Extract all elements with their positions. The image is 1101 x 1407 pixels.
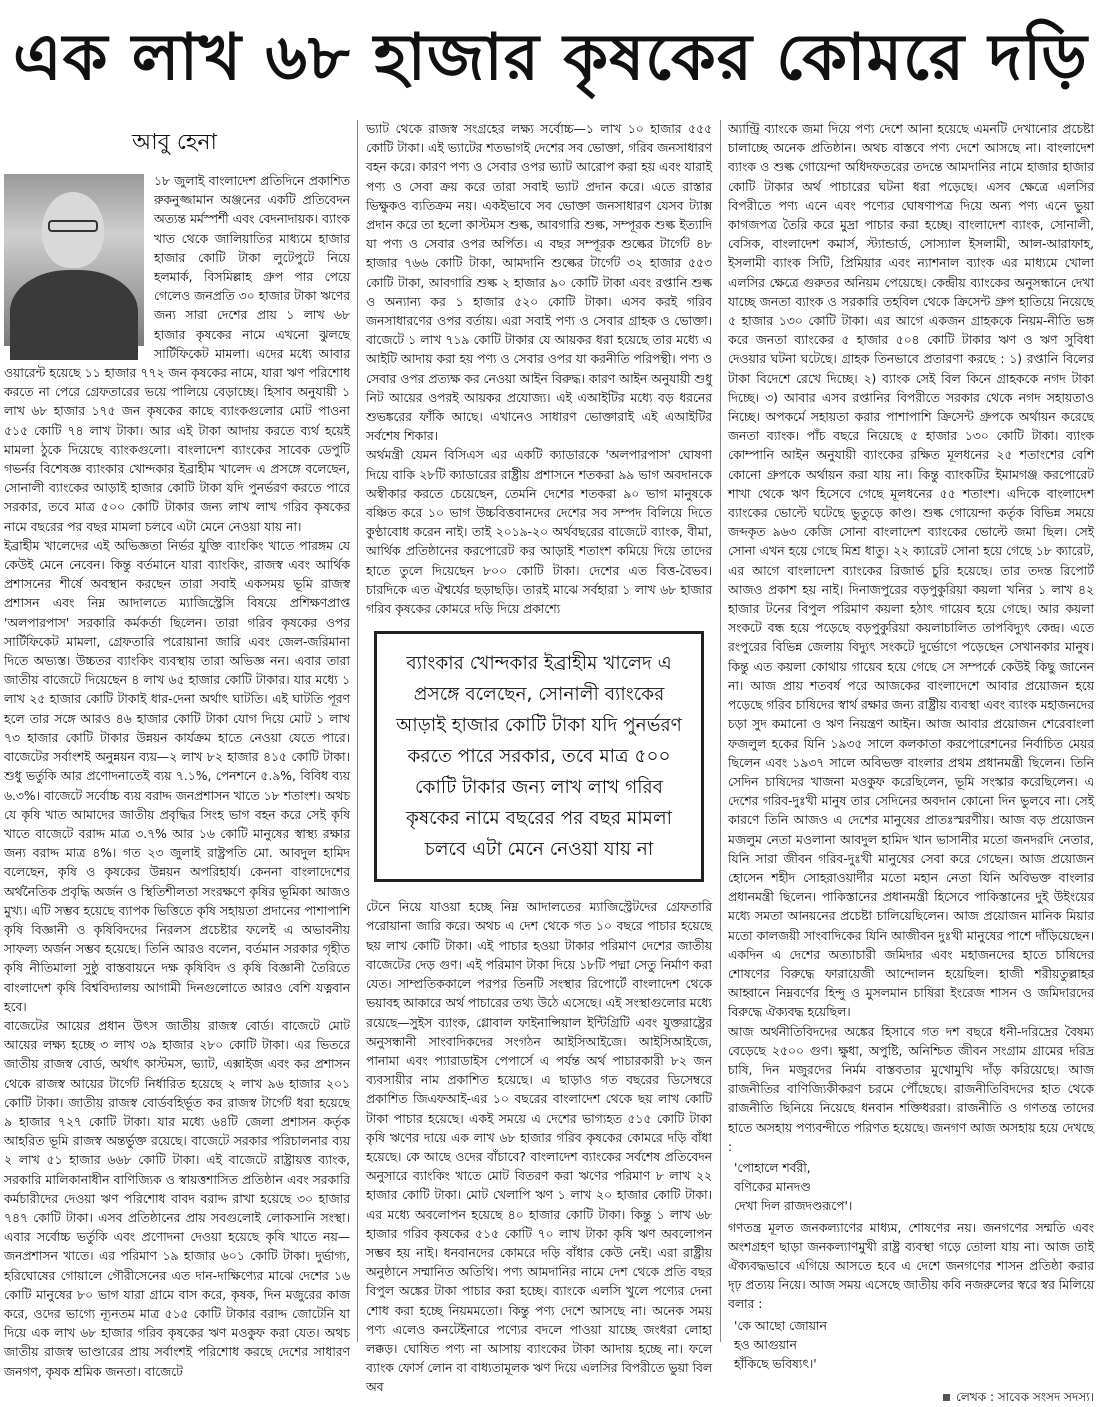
poem-line: বণিকের মানদণ্ড [734,1180,811,1195]
poem-quote-2 [734,1317,1094,1375]
paragraph: আজ অর্থনীতিবিদদের অঙ্কের হিসাবে গত দশ বছরে ধনী-দরিদ্রের বৈষম্য বেড়েছে ২৫০০ গুণ। ক্ষুধা, অপুষ্টি, অনিশ্চিত জীবন সংগ্রাম গ্রামের দরিদ্র চাষি, দিন মজুরদের নির্মম বাস্তবতার মুখোমুখি দাঁড় করিয়েছে। আজ রাজনীতির বাণিজ্যিকীকরণ চরমে পৌঁছেছে। রাজনীতিবিদদের হাত থেকে রাজনীতি ছিনিয়ে নিয়েছে ধনবান শক্তিধররা। রাজনীতি ও গণতন্ত্র তাদের হাতে অসহায় পণ্যবন্দীতে পরিণত হয়েছে। জনগণ আজ অসহায় হয়ে দেখছে : [728,1024,1094,1154]
paragraph: ১৮ জুলাই বাংলাদেশ প্রতিদিনে প্রকাশিত রুকনুজ্জামান অঞ্জনের একটি প্রতিবেদন অত্যন্ত মর্মস্পর্শী এবং বেদনাদায়ক। ব্যাংক খাত থেকে জালিয়াতির মাধ্যমে হাজার হাজার কোটি টাকা লুটেপুটে নিয়ে হলমার্ক, বিসমিল্লাহ গ্রুপ পার পেয়ে গেলেও জনপ্রতি ৩০ হাজার টাকা ঋণের জন্য সারা দেশের প্রায় ১ লাখ ৬৮ হাজার কৃষকের নামে এখনো ঝুলছে সার্টিফিকেট মামলা। এদের মধ্যে আবার ওয়ারেন্ট হয়েছে ১১ হাজার ৭৭২ জন কৃষকের নামে, যারা ঋণ পরিশোধ করতে না পেরে গ্রেফতারের ভয়ে পালিয়ে বেড়াচ্ছে। হিসাব অনুযায়ী ১ লাখ ৬৮ হাজার ১৭৫ জন কৃষকের কাছে ব্যাংকগুলোর মোট পাওনা ৫১৫ কোটি ৭৪ লাখ টাকা। আর এই টাকা আদায় করতে ব্যর্থ হয়েই মামলা ঠুকে দিয়েছে ব্যাংকগুলো। বাংলাদেশ ব্যাংকের সাবেক ডেপুটি গভর্নর বিশেষজ্ঞ ব্যাংকার খোন্দকার ইব্রাহীম খালেদ এ প্রসঙ্গে বলেছেন, সোনালী ব্যাংকের আড়াই হাজার কোটি টাকা যদি পুনর্ভরণ করতে পারে সরকার, তবে মাত্র ৫০০ কোটি টাকার জন্য লাখ লাখ গরিব কৃষকের নামে বছরের পর বছর মামলা চলবে এটা মেনে নেওয়া যায় না। [4,174,350,534]
poem-line: 'পোহালে শর্বরী, [734,1160,811,1175]
headline: এক লাখ ৬৮ হাজার কৃষকের কোমরে দড়ি [13,21,1088,95]
pull-quote: ব্যাংকার খোন্দকার ইব্রাহীম খালেদ এ প্রসঙ্গে বলেছেন, সোনালী ব্যাংকের আড়াই হাজার কোটি টাকা যদি পুনর্ভরণ করতে পারে সরকার, তবে মাত্র ৫০০ কোটি টাকার জন্য লাখ লাখ গরিব কৃষকের নামে বছরের পর বছর মামলা চলবে এটা মেনে নেওয়া যায় না [374,631,704,882]
poem-line: হাঁকিছে ভবিষ্যৎ।' [734,1357,817,1371]
paragraph: গণতন্ত্র মূলত জনকল্যাণের মাধ্যম, শোষণের নয়। জনগণের সম্মতি এবং অংশগ্রহণ ছাড়া জনকল্যাণমুখী রাষ্ট্র ব্যবস্থা গড়ে তোলা যায় না। আজ তাই ঐক্যবদ্ধভাবে এগিয়ে আসতে হবে এ দেশে জনগণের শাসন প্রতিষ্ঠা করার দৃঢ় প্রত্যয় নিয়ে। আজ সময় এসেছে জাতীয় কবি নজরুলের স্বরে স্বর মিলিয়ে বলার : [728,1220,1094,1312]
poem-line: হও আগুয়ান [734,1337,797,1352]
paragraph: টেনে নিয়ে যাওয়া হচ্ছে নিম্ন আদালতের ম্যাজিস্ট্রেটদের গ্রেফতারি পরোয়ানা জারি করে। অথচ এ দেশ থেকে গত ১০ বছরে পাচার হয়েছে ছয় লাখ কোটি টাকা। এই পাচার হওয়া টাকার পরিমাণ দেশের জাতীয় বাজেটের দেড় গুণ। এই পরিমাণ টাকা দিয়ে ১৮টি পদ্মা সেতু নির্মাণ করা যেত। সাম্প্রতিককালে পরপর তিনটি সংস্থার রিপোর্টে বাংলাদেশ থেকে ভয়াবহ আকারে অর্থ পাচারের তথ্য উঠে এসেছে। এই সংস্থাগুলোর মধ্যে রয়েছে—সুইস ব্যাংক, গ্লোবাল ফাইনান্সিয়াল ইন্টিগ্রিটি এবং যুক্তরাষ্ট্রের অনুসন্ধানী সাংবাদিকদের সংগঠন আইসিআইজে। আইসিআইজে, পানামা এবং প্যারাডাইস পেপার্সে এ পর্যন্ত অর্থ পাচারকারী ৮২ জন ব্যবসায়ীর নাম প্রকাশিত হয়েছে। এ ছাড়াও গত বছরের ডিসেম্বরে প্রকাশিত জিএফআই-এর ১০ বছরের বাংলাদেশ থেকে ছয় লাখ কোটি টাকা পাচার হয়েছে। একই সময়ে এ দেশের ভাগ্যহত ৫১৫ কোটি টাকা কৃষি ঋণের দায়ে এক লাখ ৬৮ হাজার গরিব কৃষকের কোমরে দড়ি বাঁধা হয়েছে। কে আছে ওদের বাঁচাবে? বাংলাদেশ ব্যাংকের সর্বশেষ প্রতিবেদন অনুসারে ব্যাংকিং খাতে মোট বিতরণ করা ঋণের পরিমাণ ৮ লাখ ২২ হাজার কোটি টাকা। মোট খেলাপি ঋণ ১ লাখ ২০ হাজার কোটি টাকা। এর মধ্যে অবলোপন হয়েছে ৪০ হাজার কোটি টাকা। কিন্তু ১ লাখ ৬৮ হাজার গরিব কৃষকের ৫১৫ কোটি ৭০ লাখ টাকা কৃষি ঋণ অবলোপন সম্ভব হয় নাই। ধনবানদের কোমরে দড়ি বাঁধার কেউ নেই। এরা রাষ্ট্রীয় অনুষ্ঠানে সম্মানিত অতিথি। পণ্য আমদানির নামে দেশ থেকে প্রতি বছর বিপুল অঙ্কের টাকা পাচার করা হচ্ছে। ব্যাংকে এলসি খুলে পণ্যের দেনা শোধ করা হচ্ছে নিয়মমতো। কিন্তু পণ্য দেশে আসছে না। অনেক সময় পণ্য এলেও কনটেইনারে পণ্যের বদলে পাওয়া যাচ্ছে জংধরা লোহা লক্কড়। ঘোষিত পণ্য না আসায় ব্যাংকের টাকা আদায় হচ্ছে না। ফলে ব্যাংক ফোর্স লোন বা বাধ্যতামূলক ঋণ দিয়ে এলসির বিপরীতে ভুয়া বিল অব [366,900,712,1395]
column-1 [4,120,350,1379]
poem-quote-1 [734,1159,1094,1217]
paragraph: অর্থমন্ত্রী যেমন বিসিএস এর একটি ক্যাডারকে 'অলপারপাস' ঘোষণা দিয়ে বাকি ২৮টি ক্যাডারের রাষ্ট্রীয় প্রশাসনে শতকরা ৯৯ ভাগ অবদানকে অস্বীকার করতে চেয়েছেন, তেমনি দেশের শতকরা ৯০ ভাগ মানুষকে বঞ্চিত করে ১০ ভাগ উচ্চবিত্তবানদের দেশের সব সম্পদ বিলিয়ে দিতে কুণ্ঠাবোধ করেন নাই। তাই ২০১৯-২০ অর্থবছরের বাজেটে ব্যাংক, বীমা, আর্থিক প্রতিষ্ঠানের করপোরেট কর আড়াই শতাংশ কমিয়ে দিয়ে তাদের হাতে তুলে দিয়েছেন ৮০০ কোটি টাকা। দেশের এত বিত্ত-বৈভব। চারদিকে এত ঐশ্বর্যের ছড়াছড়ি। তারই মাঝে সর্বহারা ১ লাখ ৬৮ হাজার গরিব কৃষকের কোমরে দড়ি দিয়ে প্রকাশ্যে [366,448,712,617]
poem-line: 'কে আছো জোয়ান [734,1318,827,1333]
byline: আবু হেনা [132,130,217,155]
square-bullet-icon [943,1394,950,1401]
poem-line: দেখা দিল রাজদণ্ডরূপে'। [734,1199,853,1214]
column-3 [728,120,1094,1405]
author-note-text: লেখক : সাবেক সংসদ সদস্য। [956,1390,1094,1405]
column-rule [720,120,721,1342]
column-2 [366,120,712,1395]
paragraph: অ্যান্ট্রি ব্যাংকে জমা দিয়ে পণ্য দেশে আনা হয়েছে এমনটি দেখানোর প্রচেষ্টা চালাচ্ছে অনেক প্রতিষ্ঠান। অথচ বাস্তবে পণ্য দেশে আসছে না। বাংলাদেশ ব্যাংক ও শুল্ক গোয়েন্দা অধিদফতরের তদন্তে আমদানির নামে হাজার হাজার কোটি টাকার অর্থ পাচারের ঘটনা ধরা পড়েছে। এসব ক্ষেত্রে এলসির বিপরীতে পণ্য এনে এবং পণ্যের ঘোষণাপত্র দিয়ে অন্য পণ্য এনে ভুয়া কাগজপত্র তৈরি করে মুদ্রা পাচার করা হচ্ছে। বাংলাদেশ ব্যাংক, সোনালী, বেসিক, বাংলাদেশ কমার্স, স্ট্যান্ডার্ড, সোস্যাল ইসলামী, আল-আরাফাহ, ইসলামী ব্যাংক সিটি, প্রিমিয়ার এবং ন্যাশনাল ব্যাংক এর মাধ্যমে খোলা এলসির ক্ষেত্রে গুরুতর অনিয়ম পেয়েছে। কেন্দ্রীয় ব্যাংকের অনুসন্ধানে দেখা যাচ্ছে জনতা ব্যাংক ও সরকারি তহবিল থেকে ক্রিসেন্ট গ্রুপ হাতিয়ে নিয়েছে ৫ হাজার ১৩০ কোটি টাকা। এর আগে একজন গ্রাহককে নিয়ম-নীতি ভঙ্গ করে জনতা ব্যাংকের ৫ হাজার ৫০৪ কোটি টাকার ঋণ ও ঋণ সুবিধা দেওয়ার ঘটনা ঘটেছে। গ্রাহক তিনভাবে প্রতারণা করছে : ১) রপ্তানি বিলের টাকা বিদেশে রেখে দিচ্ছে। ২) ব্যাংক সেই বিল কিনে গ্রাহককে নগদ টাকা দিচ্ছে। ৩) আবার এসব রপ্তানির বিপরীতে সরকার থেকে নগদ সহায়তাও নিচ্ছে। অপকর্মে সহায়তা করার পাশাপাশি ক্রিসেন্ট গ্রুপকে অর্থায়ন করেছে জনতা ব্যাংক। পাঁচ বছরে নিয়েছে ৫ হাজার ১৩০ কোটি টাকা। ব্যাংক কোম্পানি আইন অনুযায়ী ব্যাংকের রক্ষিত মূলধনের ২৫ শতাংশের বেশি কোনো গ্রুপকে অর্থায়ন করা যায় না। কিন্তু ব্যাংকটির ইমামগঞ্জ করপোরেট শাখা থেকে ঋণ হিসেবে গেছে মূলধনের ৫৫ শতাংশ। এদিকে বাংলাদেশ ব্যাংকের ভোল্টে ঘটেছে ভুতুড়ে কাণ্ড। শুল্ক গোয়েন্দা কর্তৃক বিভিন্ন সময়ে জব্দকৃত ৯৬৩ কেজি সোনা বাংলাদেশ ব্যাংকের ভোল্টে জমা ছিল। সেই সোনা এখন হয়ে গেছে মিশ্র ধাতু। ২২ ক্যারেট সোনা হয়ে গেছে ১৮ ক্যারেট, এর আগে বাংলাদেশ ব্যাংকের রিজার্ভ চুরি হয়েছে। তার তদন্ত রিপোর্ট আজও প্রকাশ হয় নাই। দিনাজপুরের বড়পুকুরিয়া কয়লা খনির ১ লাখ ৪২ হাজার টনের বিপুল পরিমাণ কয়লা হঠাৎ গায়েব হয়ে গেছে। আর কয়লা সংকটে বন্ধ হয়ে পড়েছে বড়পুকুরিয়া কয়লাচালিত তাপবিদ্যুৎ কেন্দ্র। এতে রংপুরের বিভিন্ন জেলায় বিদ্যুৎ সংকটে দুর্ভোগে পড়েছেন সেখানকার মানুষ। কিন্তু এত কয়লা কোথায় গায়েব হয়ে গেছে সে সম্পর্কে কেউই কিছু জানেন না। আজ প্রায় শতবর্ষ পরে আজকের বাংলাদেশে আবার প্রয়োজন হয়ে পড়েছে গরিব চাষিদের স্বার্থ রক্ষার জন্য রাষ্ট্রীয় ব্যবস্থা এবং ব্যাংক মহাজনদের চড়া সুদ কমানো ও ঋণ নিয়ন্ত্রণ আইন। আজ আবার প্রয়োজন শেরেবাংলা ফজলুল হকের যিনি ১৯৩৫ সালে কলকাতা করপোরেশনের নির্বাচিত মেয়র ছিলেন এবং ১৯৩৭ সালে অবিভক্ত বাংলার প্রথম প্রধানমন্ত্রী ছিলেন। তিনি সেদিন চাষিদের খাজনা মওকুফ করেছিলেন, ভূমি সংস্কার করেছিলেন। এ দেশের গরিব-দুঃখী মানুষ তার সেদিনের অবদান কোনো দিন ভুলবে না। সেই কারণে তিনি আজও এ দেশের মানুষের প্রাতঃস্মরণীয়। আজ বড় প্রয়োজন মজলুম নেতা মওলানা আবদুল হামিদ খান ভাসানীর মতো জনদরদি নেতার, যিনি সারা জীবন গরিব-দুঃখী মানুষের সেবা করে গেছেন। আজ প্রয়োজন হোসেন শহীদ সোহরাওয়ার্দীর মতো মহান নেতা যিনি অবিভক্ত বাংলার প্রধানমন্ত্রী ছিলেন। পাকিস্তানের প্রধানমন্ত্রী হিসেবে পাকিস্তানের দুই উইংয়ের মধ্যে সমতা আনয়নের প্রচেষ্টা চালিয়েছিলেন। আজ প্রয়োজন মানিক মিয়ার মতো কালজয়ী সাংবাদিকের যিনি আজীবন দুঃখী মানুষের পাশে দাঁড়িয়েছেন। একদিন এ দেশের অত্যাচারী জমিদার এবং মহাজনদের হাতে চাষিদের শোষণের বিরুদ্ধে ফারায়েজী আন্দোলন হয়েছিল। হাজী শরীয়তুল্লাহর আহ্বানে নিম্নবর্ণের হিন্দু ও মুসলমান চাষিরা ইংরেজ শাসন ও জমিদারদের বিরুদ্ধে ঐক্যবদ্ধ হয়েছিল। [728,122,1094,1020]
author-photo [4,174,144,346]
column-rule [357,120,358,1342]
paragraph: বাজেটের আয়ের প্রধান উৎস জাতীয় রাজস্ব বোর্ড। বাজেটে মোট আয়ের লক্ষ্য হচ্ছে ৩ লাখ ৩৯ হাজার ২৮০ কোটি টাকা। এর ভিতরে জাতীয় রাজস্ব বোর্ড, অর্থাৎ কাস্টমস, ভ্যাট, এক্সাইজ এবং কর প্রশাসন থেকে রাজস্ব আয়ের টার্গেট নির্ধারিত হয়েছে ২ লাখ ৯৬ হাজার ২০১ কোটি টাকা। জাতীয় রাজস্ব বোর্ডবহির্ভূত কর রাজস্ব টার্গেট ধরা হয়েছে ৯ হাজার ৭২৭ কোটি টাকা। যার মধ্যে ৬৪টি জেলা প্রশাসন কর্তৃক আহরিত ভূমি রাজস্ব অন্তর্ভুক্ত রয়েছে। বাজেটে সরকার পরিচালনার ব্যয় ২ লাখ ৫১ হাজার ৬৬৮ কোটি টাকা। এই বাজেটে রাষ্ট্রায়ত্ত ব্যাংক, সরকারি মালিকানাধীন বাণিজ্যিক ও স্বায়ত্তশাসিত প্রতিষ্ঠান এবং সরকারি কর্মচারীদের দেওয়া ঋণ পরিশোধ বাবদ বরাদ্দ রাখা হয়েছে ৩০ হাজার ৭৪৭ কোটি টাকা। এসব প্রতিষ্ঠানের প্রায় সবগুলোই লোকসানি সংস্থা। এবার সর্বোচ্চ ভর্তুকি এবং প্রণোদনা দেওয়া হয়েছে কৃষি খাতে নয়—জনপ্রশাসন খাতে। এর পরিমাণ ১৯ হাজার ৬০১ কোটি টাকা। দুর্ভাগ্য, হরিঘোষের গোয়ালে গৌরীসেনের এত দান-দাক্ষিণ্যের মাঝে দেশের ১৬ কোটি মানুষের ৮০ ভাগ যারা গ্রামে বাস করে, কৃষক, দিন মজুরের কাজ করে, ওদের ভাগ্যে ন্যূনতম মাত্র ৫১৫ কোটি টাকার বরাদ্দ জোটেনি যা দিয়ে এক লাখ ৬৮ হাজার গরিব কৃষকের ঋণ মওকুফ করা যেত। অথচ জাতীয় রাজস্ব ভাণ্ডারের প্রায় সর্বাংশই পরিশোধ করছে দেশের সাধারণ জনগণ, কৃষক শ্রমিক জনতা। বাজেটে [4,1018,350,1379]
paragraph: ভ্যাট থেকে রাজস্ব সংগ্রহের লক্ষ্য সর্বোচ্চ—১ লাখ ১০ হাজার ৫৫৫ কোটি টাকা। এই ভ্যাটের শতভাগই দেশের সব ভোক্তা, গরিব জনসাধারণ বহন করে। কারণ পণ্য ও সেবার ওপর ভ্যাট আরোপ করা হয় এবং যারাই পণ্য ও সেবা ক্রয় করে তারা সবাই ভ্যাট প্রদান করে। এতে রাস্তার ভিক্ষুকও ব্যতিক্রম নয়। একইভাবে সব ভোক্তা জনসাধারণ যেসব ট্যাক্স প্রদান করে তা হলো কাস্টমস শুল্ক, আবগারি শুল্ক, সম্পূরক শুল্ক ইত্যাদি যা পণ্য ও সেবার ওপর অর্পিত। এ বছর সম্পূরক শুল্কের টার্গেট ৪৮ হাজার ৭৬৬ কোটি টাকা, আমদানি শুল্কের টার্গেট ৩২ হাজার ৫৫৩ কোটি টাকা, আবগারি শুল্ক ২ হাজার ৯০ কোটি টাকা এবং রপ্তানি শুল্ক ও অন্যান্য কর ১ হাজার ৫২০ কোটি টাকা। এসব করই গরিব জনসাধারণের ওপর বর্তায়। এরা সবাই পণ্য ও সেবার গ্রাহক ও ভোক্তা। বাজেটে ১ লাখ ৭১৯ কোটি টাকার যে আয়কর ধরা হয়েছে তার মধ্যে এ আইটি আদায় করা হয় পণ্য ও সেবার ওপর যা করনীতি পরিপন্থী। পণ্য ও সেবার ওপর প্রত্যক্ষ কর নেওয়া আইন বিরুদ্ধ। কারণ আইন অনুযায়ী শুধু নিট আয়ের ওপরই আয়কর প্রযোজ্য। এই এআইটির মধ্যে বড় ধরনের শুভঙ্করের ফাঁকি আছে। এখানেও সাধারণ ভোক্তারাই এই এআইটির সর্বশেষ শিকার। [366,122,712,444]
paragraph: ইব্রাহীম খালেদের এই অভিজ্ঞতা নির্ভর যুক্তি ব্যাংকিং খাতে পারঙ্গম যে কেউই মেনে নেবেন। কিন্তু বর্তমানে যারা ব্যাংকিং, রাজস্ব এবং আর্থিক প্রশাসনের শীর্ষে অবস্থান করছেন তারা সবাই একসময় ভূমি রাজস্ব প্রশাসন এবং নিম্ন আদালতে ম্যাজিস্ট্রেসি বিষয়ে প্রশিক্ষণপ্রাপ্ত 'অলপারপাস' সরকারি কর্মকর্তা ছিলেন। তারা গরিব কৃষকের ওপর সার্টিফিকেট মামলা, গ্রেফতারি পরোয়ানা জারি এবং জেল-জরিমানা দিতে অভ্যস্ত। উচ্চতর ব্যাংকিং ব্যবস্থায় তারা অভিজ্ঞ নন। এবার তারা জাতীয় বাজেটে দিয়েছেন ৪ লাখ ৬৫ হাজার কোটি টাকার। যার মধ্যে ১ লাখ ২৫ হাজার কোটি টাকাই ধার-দেনা অর্থাৎ ঘাটতি। এই ঘাটতি পূরণ হলে তার সঙ্গে আরও ৪৬ হাজার কোটি টাকা যোগ দিয়ে মোট ১ লাখ ৭৩ হাজার কোটি টাকার উন্নয়ন কার্যক্রম হাতে নেওয়া যেতে পারে। বাজেটের সর্বাংশই অনুন্নয়ন ব্যয়—২ লাখ ৮২ হাজার ৪১৫ কোটি টাকা। শুধু ভর্তুকি আর প্রণোদনাতেই ব্যয় ৭.১%, পেনশনে ৫.৯%, বিবিধ ব্যয় ৬.৩%। বাজেটে সর্বোচ্চ ব্যয় বরাদ্দ জনপ্রশাসন খাতে ১৮ শতাংশ। অথচ যে কৃষি খাত আমাদের জাতীয় প্রবৃদ্ধির সিংহ ভাগ বহন করে সেই কৃষি খাতে বাজেটে বরাদ্দ মাত্র ৩.৭% আর ১৬ কোটি মানুষের স্বাস্থ্য রক্ষার জন্য বরাদ্দ মাত্র ৪%। গত ২৩ জুলাই রাষ্ট্রপতি মো. আবদুল হামিদ বলেছেন, কৃষি ও কৃষকের উন্নয়ন অপরিহার্য। কেননা বাংলাদেশের অর্থনৈতিক প্রবৃদ্ধি অর্জন ও স্থিতিশীলতা সংরক্ষণে কৃষির ভূমিকা আজও মুখ্য। এটি সম্ভব হয়েছে ব্যাপক ভিত্তিতে কৃষি সহায়তা প্রদানের পাশাপাশি কৃষি বিজ্ঞানী ও কৃষিবিদদের নিরলস প্রচেষ্টার ফলেই এ অভাবনীয় সাফল্য অর্জন সম্ভব হয়েছে। তিনি আরও বলেন, বর্তমান সরকার গৃহীত কৃষি নীতিমালা সুষ্ঠু বাস্তবায়নে দক্ষ কৃষিবিদ ও কৃষি বিজ্ঞানী তৈরিতে বাংলাদেশ কৃষি বিশ্ববিদ্যালয় আগামী দিনগুলোতে আরও বেশি যত্নবান হবে। [4,538,350,1014]
author-note [728,1388,1094,1407]
